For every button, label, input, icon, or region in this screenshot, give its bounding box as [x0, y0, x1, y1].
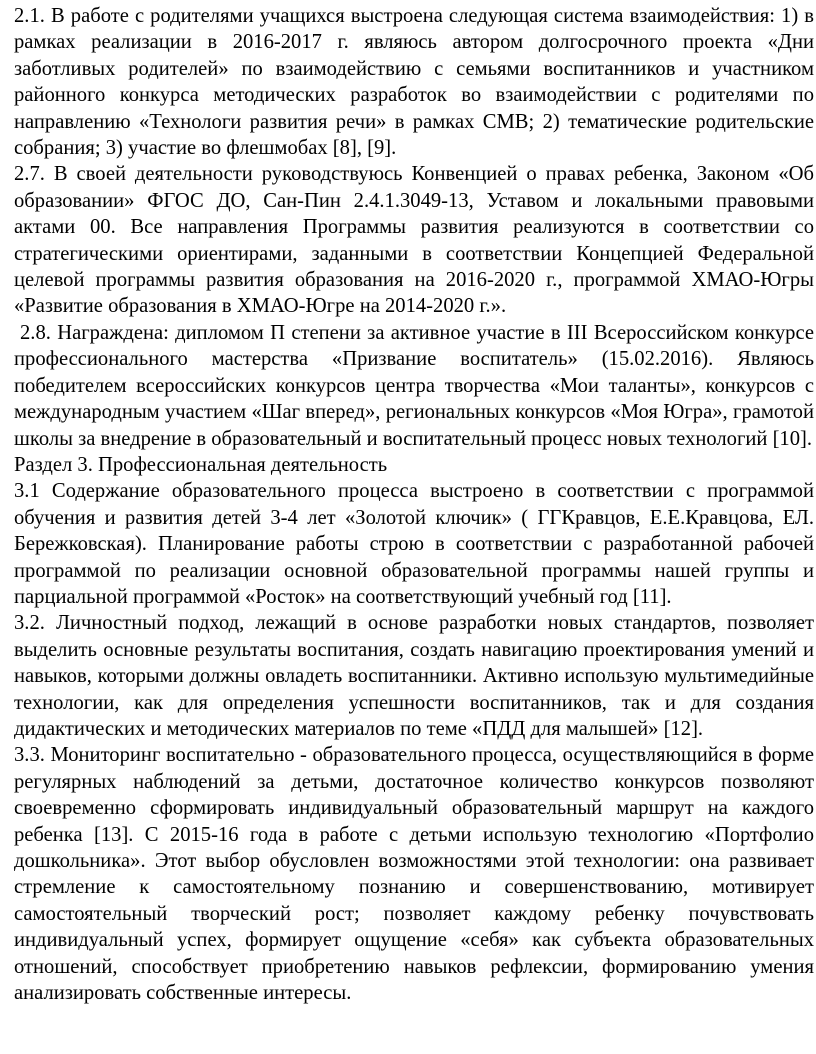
paragraph-2-7: 2.7. В своей деятельности руководствуюсь Конвенцией о правах ребенка, Законом «Об образовании» ФГОС ДО, Сан-Пин 2.4.1.3049-13, Уставом и локальными правовыми актами 00. Все направления Программы развития реализуются в соответствии со стратегическими ориентирами, заданными в соответствии Концепцией Федеральной целевой программы развития образования на 2016-2020 г., программой ХМАО-Югры «Развитие образования в ХМАО-Югре на 2014-2020 г.».	[14, 163, 814, 318]
paragraph-2-8: 2.8. Награждена: дипломом П степени за активное участие в III Всероссийском конкурсе профессионального мастерства «Призвание воспитатель» (15.02.2016). Являюсь победителем всероссийских конкурсов центра творчества «Мои таланты», конкурсов с международным участием «Шаг вперед», региональных конкурсов «Моя Югра», грамотой школы за внедрение в образовательный и воспитательный процесс новых технологий [10].	[14, 321, 814, 450]
paragraph-3-1: 3.1 Содержание образовательного процесса выстроено в соответствии с программой обучения и развития детей 3-4 лет «Золотой ключик» ( ГГКравцов, Е.Е.Кравцова, ЕЛ. Бережковская). Планирование работы строю в соответствии с разработанной рабочей программой по реализации основной образовательной программы нашей группы и парциальной программой «Росток» на соответствующий учебный год [11].	[14, 480, 814, 608]
paragraph-2-1: 2.1. В работе с родителями учащихся выстроена следующая система взаимодействия: 1) в рамках реализации в 2016-2017 г. являюсь автором долгосрочного проекта «Дни заботливых родителей» по взаимодействию с семьями воспитанников и участником районного конкурса методических разработок во взаимодействии с родителями по направлению «Технологи развития речи» в рамках СМВ; 2) тематические родительские собрания; 3) участие во флешмобах [8], [9].	[14, 5, 814, 160]
paragraph-3-3: 3.3. Мониторинг воспитательно - образовательного процесса, осуществляющийся в форме регулярных наблюдений за детьми, достаточное количество конкурсов позволяют своевременно сформировать индивидуальный образовательный маршрут на каждого ребенка [13]. С 2015-16 года в работе с детьми использую технологию «Портфолио дошкольника». Этот выбор обусловлен возможностями этой технологии: она развивает стремление к самостоятельному познанию и совершенствованию, мотивирует самостоятельный творческий рост; позволяет каждому ребенку почувствовать индивидуальный успех, формирует ощущение «себя» как субъекта образовательных отношений, способствует приобретению навыков рефлексии, формированию умения анализировать собственные интересы.	[14, 744, 814, 1005]
section-heading: Раздел 3. Профессиональная деятельность	[14, 453, 388, 476]
document-page	[14, 3, 814, 1006]
paragraph-3-2: 3.2. Личностный подход, лежащий в основе разработки новых стандартов, позволяет выделить основные результаты воспитания, создать навигацию проектирования умений и навыков, которыми должны овладеть воспитанники. Активно использую мультимедийные технологии, как для определения успешности воспитанников, так и для создания дидактических и методических материалов по теме «ПДД для малышей» [12].	[14, 612, 814, 740]
